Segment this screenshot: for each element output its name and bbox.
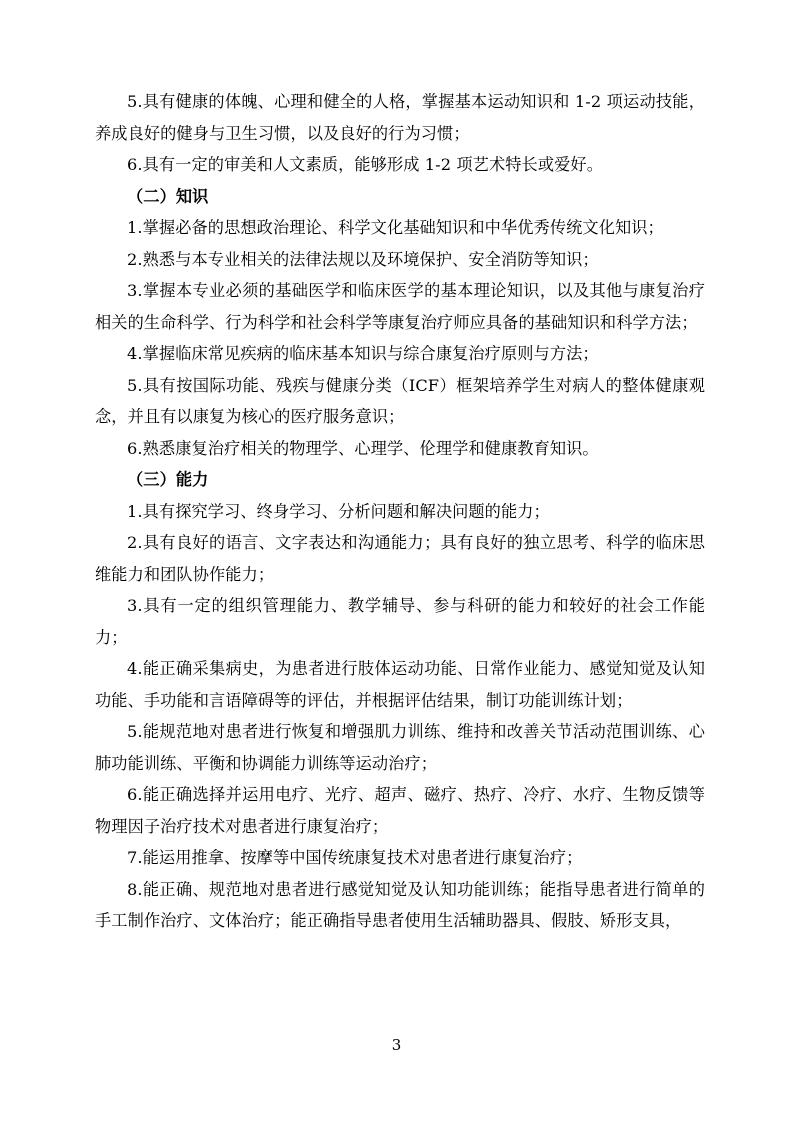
body-paragraph: 2.熟悉与本专业相关的法律法规以及环境保护、安全消防等知识； [127, 249, 599, 269]
page-number: 3 [391, 1036, 402, 1054]
body-paragraph: 3.具有一定的组织管理能力、教学辅导、参与科研的能力和较好的社会工作能力； [95, 596, 705, 647]
body-paragraph: 6.具有一定的审美和人文素质，能够形成 1-2 项艺术特长或爱好。 [127, 155, 603, 174]
body-paragraph: 6.能正确选择并运用电疗、光疗、超声、磁疗、热疗、冷疗、水疗、生物反馈等物理因子治疗技术对患者进行康复治疗； [95, 785, 705, 836]
body-paragraph: 4.能正确采集病史，为患者进行肢体运动功能、日常作业能力、感觉知觉及认知功能、手功能和言语障碍等的评估，并根据评估结果，制订功能训练计划； [95, 659, 705, 710]
body-paragraph: 6.熟悉康复治疗相关的物理学、心理学、伦理学和健康教育知识。 [127, 438, 599, 458]
body-paragraph: 1.具有探究学习、终身学习、分析问题和解决问题的能力； [127, 501, 550, 521]
body-paragraph: 5.能规范地对患者进行恢复和增强肌力训练、维持和改善关节活动范围训练、心肺功能训练、平衡和协调能力训练等运动治疗； [95, 722, 705, 773]
body-paragraph: 7.能运用推拿、按摩等中国传统康复技术对患者进行康复治疗； [127, 848, 583, 867]
section-heading: （二）知识 [127, 186, 209, 206]
body-paragraph: 4.掌握临床常见疾病的临床基本知识与综合康复治疗原则与方法； [127, 344, 599, 363]
document-body [95, 86, 705, 937]
body-paragraph: 2.具有良好的语言、文字表达和沟通能力；具有良好的独立思考、科学的临床思维能力和团队协作能力； [95, 533, 705, 584]
body-paragraph: 5.具有按国际功能、残疾与健康分类（ICF）框架培养学生对病人的整体健康观念，并且有以康复为核心的医疗服务意识； [95, 375, 705, 426]
section-heading: （三）能力 [127, 470, 209, 489]
body-paragraph: 5.具有健康的体魄、心理和健全的人格，掌握基本运动知识和 1-2 项运动技能，养成良好的健身与卫生习惯，以及良好的行为习惯； [95, 92, 705, 143]
body-paragraph: 8.能正确、规范地对患者进行感觉知觉及认知功能训练；能指导患者进行简单的手工制作治疗、文体治疗；能正确指导患者使用生活辅助器具、假肢、矫形支具， [95, 879, 705, 930]
body-paragraph: 1.掌握必备的思想政治理论、科学文化基础知识和中华优秀传统文化知识； [127, 218, 664, 237]
body-paragraph: 3.掌握本专业必须的基础医学和临床医学的基本理论知识，以及其他与康复治疗相关的生命科学、行为科学和社会科学等康复治疗师应具备的基础知识和科学方法； [95, 281, 705, 332]
